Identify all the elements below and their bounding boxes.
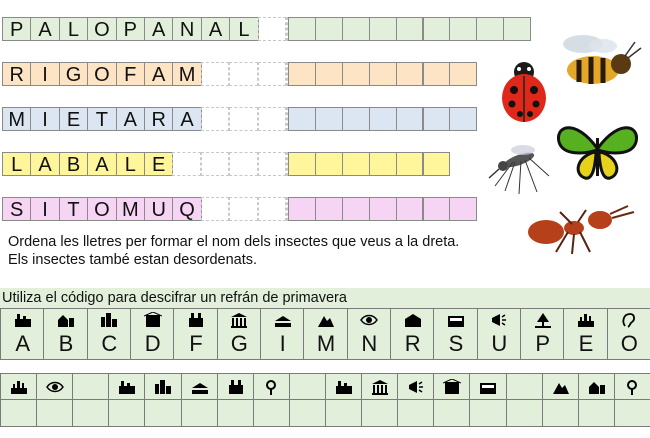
code-letter: U <box>491 331 508 356</box>
answer-cell[interactable] <box>315 197 343 221</box>
scrambled-letter: O <box>87 17 116 41</box>
cactus-icon <box>10 379 28 395</box>
butterfly-icon <box>555 118 640 183</box>
puzzle-answer-cell[interactable] <box>361 399 398 427</box>
puzzle-symbol-cell <box>181 373 218 400</box>
landscape-icon <box>191 379 209 395</box>
magnifier-icon <box>263 379 281 395</box>
dashed-cell <box>258 197 286 221</box>
scrambled-letter: U <box>144 197 173 221</box>
puzzle-answer-cell[interactable] <box>0 399 37 427</box>
eye-icon <box>46 379 64 395</box>
code-letter: P <box>535 331 550 356</box>
puzzle-symbol-cell <box>217 373 254 400</box>
answer-cell[interactable] <box>396 152 424 176</box>
answer-cell[interactable] <box>342 197 370 221</box>
scrambled-letter: F <box>116 62 145 86</box>
factory-icon <box>118 379 136 395</box>
answer-cell[interactable] <box>423 152 451 176</box>
puzzle-symbol-cell <box>361 373 398 400</box>
code-cell <box>130 308 174 360</box>
bee-icon <box>553 30 643 95</box>
dashed-cell <box>229 62 257 86</box>
puzzle-answer-cell[interactable] <box>506 399 543 427</box>
puzzle-symbol-cell <box>614 373 650 400</box>
code-cell <box>607 308 650 360</box>
puzzle-symbol-cell <box>325 373 362 400</box>
dashed-cell <box>201 152 229 176</box>
code-cell <box>433 308 477 360</box>
puzzle-answer-cell[interactable] <box>253 399 290 427</box>
answer-cell[interactable] <box>369 17 397 41</box>
answer-cell[interactable] <box>396 62 424 86</box>
scrambled-letter: A <box>201 17 230 41</box>
code-letter: D <box>144 331 161 356</box>
code-cell <box>347 308 391 360</box>
code-cell <box>0 308 44 360</box>
word-row <box>2 152 537 178</box>
temple-icon <box>230 312 248 328</box>
factory-icon <box>14 312 32 328</box>
answer-cell[interactable] <box>288 197 316 221</box>
puzzle-symbol-cell <box>433 373 470 400</box>
puzzle-answer-cell[interactable] <box>469 399 506 427</box>
code-letter: G <box>230 331 248 356</box>
city-icon <box>100 312 118 328</box>
scrambled-letter: M <box>116 197 145 221</box>
code-letter: S <box>448 331 464 356</box>
scrambled-letter: L <box>59 17 88 41</box>
scrambled-letter: P <box>116 17 145 41</box>
instruction-line-1: Ordena les lletres per formar el nom dels insectes que veus a la dreta. <box>8 234 460 250</box>
puzzle-symbol-cell <box>578 373 615 400</box>
answer-cell[interactable] <box>449 107 477 131</box>
scrambled-letter: I <box>30 62 59 86</box>
dashed-cell <box>201 62 229 86</box>
cactus-icon <box>577 312 595 328</box>
scrambled-letter: A <box>30 152 59 176</box>
megaphone-icon <box>490 312 508 328</box>
house-icon <box>404 312 422 328</box>
dashed-cell <box>258 17 286 41</box>
answer-cell[interactable] <box>423 107 451 131</box>
scrambled-letter: A <box>116 107 145 131</box>
answer-cell[interactable] <box>503 17 531 41</box>
mountain-icon <box>317 312 335 328</box>
dashed-cell <box>258 152 286 176</box>
instruction-line-2: Els insectes també estan desordenats. <box>8 252 258 268</box>
city-icon <box>154 379 172 395</box>
code-cell <box>477 308 521 360</box>
answer-cell[interactable] <box>342 62 370 86</box>
puzzle-space-cell <box>506 373 543 400</box>
puzzle-answer-cell[interactable] <box>217 399 254 427</box>
dashed-cell <box>172 152 200 176</box>
code-cell <box>390 308 434 360</box>
answer-cell[interactable] <box>396 197 424 221</box>
answer-cell[interactable] <box>288 17 316 41</box>
dashed-cell <box>201 197 229 221</box>
code-letter: O <box>620 331 638 356</box>
dashed-cell <box>258 62 286 86</box>
eye-icon <box>360 312 378 328</box>
puzzle-answer-cell[interactable] <box>578 399 615 427</box>
answer-cell[interactable] <box>449 17 477 41</box>
scrambled-letter: P <box>2 17 31 41</box>
code-letter: E <box>578 331 594 356</box>
puzzle-space-cell <box>289 373 326 400</box>
puzzle-symbol-cell <box>108 373 145 400</box>
answer-cell[interactable] <box>449 197 477 221</box>
puzzle-answer-cell[interactable] <box>542 399 579 427</box>
code-letter: A <box>15 331 30 356</box>
dashed-cell <box>201 107 229 131</box>
answer-cell[interactable] <box>288 152 316 176</box>
answer-cell[interactable] <box>315 152 343 176</box>
ear-icon <box>620 312 638 328</box>
dashed-cell <box>258 107 286 131</box>
megaphone-icon <box>407 379 425 395</box>
answer-cell[interactable] <box>315 17 343 41</box>
scrambled-letter: L <box>116 152 145 176</box>
answer-cell[interactable] <box>423 197 451 221</box>
scrambled-letter: T <box>87 107 116 131</box>
puzzle-symbol-cell <box>253 373 290 400</box>
landscape-icon <box>274 312 292 328</box>
answer-cell[interactable] <box>396 107 424 131</box>
puzzle-answer-cell[interactable] <box>289 399 326 427</box>
scrambled-letter: M <box>2 107 31 131</box>
scrambled-letter: E <box>144 152 173 176</box>
answer-cell[interactable] <box>369 152 397 176</box>
word-row <box>2 107 537 133</box>
answer-cell[interactable] <box>369 62 397 86</box>
code-title: Utiliza el código para descifrar un refrán de primavera <box>0 288 650 308</box>
word-row <box>2 17 537 43</box>
code-letter: N <box>361 331 378 356</box>
building-icon <box>144 312 162 328</box>
scrambled-letter: O <box>87 62 116 86</box>
puzzle-space-cell <box>72 373 109 400</box>
ladybug-icon <box>494 58 554 128</box>
scrambled-letter: G <box>59 62 88 86</box>
answer-cell[interactable] <box>449 62 477 86</box>
answer-cell[interactable] <box>423 62 451 86</box>
answer-cell[interactable] <box>342 17 370 41</box>
answer-cell[interactable] <box>342 107 370 131</box>
scrambled-letter: M <box>172 62 201 86</box>
code-cell <box>87 308 131 360</box>
puzzle-answer-cell[interactable] <box>181 399 218 427</box>
farmhouse-icon <box>57 312 75 328</box>
answer-cell[interactable] <box>369 197 397 221</box>
scrambled-letter: L <box>2 152 31 176</box>
puzzle-answer-cell[interactable] <box>144 399 181 427</box>
answer-cell[interactable] <box>369 107 397 131</box>
scrambled-letter: Q <box>172 197 201 221</box>
answer-cell[interactable] <box>396 17 424 41</box>
puzzle-symbol-cell <box>144 373 181 400</box>
ant-icon <box>516 202 641 257</box>
scrambled-letter: S <box>2 197 31 221</box>
code-cell <box>520 308 564 360</box>
scrambled-letter: T <box>59 197 88 221</box>
tree-icon <box>534 312 552 328</box>
puzzle-symbol-cell <box>36 373 73 400</box>
scrambled-letter: R <box>144 107 173 131</box>
code-letter: I <box>279 331 286 356</box>
farmhouse-icon <box>588 379 606 395</box>
code-cell <box>260 308 304 360</box>
mill-icon <box>227 379 245 395</box>
puzzle-answer-cell[interactable] <box>433 399 470 427</box>
temple-icon <box>371 379 389 395</box>
word-row <box>2 62 537 88</box>
scrambled-letter: I <box>30 107 59 131</box>
answer-cell[interactable] <box>288 62 316 86</box>
puzzle-symbol-cell <box>397 373 434 400</box>
answer-cell[interactable] <box>288 107 316 131</box>
code-cell <box>43 308 87 360</box>
scrambled-letter: A <box>30 17 59 41</box>
scrambled-letter: L <box>229 17 258 41</box>
code-cell <box>563 308 607 360</box>
mountain-icon <box>552 379 570 395</box>
puzzle-answer-cell[interactable] <box>325 399 362 427</box>
code-letter: R <box>404 331 421 356</box>
puzzle-answer-cell[interactable] <box>108 399 145 427</box>
answer-cell[interactable] <box>423 17 451 41</box>
puzzle-symbol-cell <box>542 373 579 400</box>
puzzle-answer-cell[interactable] <box>72 399 109 427</box>
puzzle-answer-cell[interactable] <box>397 399 434 427</box>
code-letter: B <box>58 331 74 356</box>
puzzle-answer-cell[interactable] <box>614 399 650 427</box>
code-cell <box>303 308 347 360</box>
scrambled-letter: E <box>59 107 88 131</box>
mill-icon <box>187 312 205 328</box>
code-letter: M <box>316 331 336 356</box>
dashed-cell <box>229 107 257 131</box>
mosquito-icon <box>485 136 555 196</box>
puzzle-answer-cell[interactable] <box>36 399 73 427</box>
scrambled-letter: R <box>2 62 31 86</box>
puzzle-symbol-cell <box>0 373 37 400</box>
factory-icon <box>335 379 353 395</box>
magnifier-icon <box>624 379 642 395</box>
scrambled-letter: A <box>144 17 173 41</box>
arena-icon <box>447 312 465 328</box>
scrambled-letter: I <box>30 197 59 221</box>
code-cell <box>173 308 217 360</box>
answer-cell[interactable] <box>315 107 343 131</box>
dashed-cell <box>229 152 257 176</box>
word-row <box>2 197 537 223</box>
answer-cell[interactable] <box>476 17 504 41</box>
scrambled-letter: A <box>172 107 201 131</box>
puzzle-symbol-cell <box>469 373 506 400</box>
answer-cell[interactable] <box>315 62 343 86</box>
scrambled-letter: B <box>59 152 88 176</box>
dashed-cell <box>229 197 257 221</box>
arena-icon <box>479 379 497 395</box>
answer-cell[interactable] <box>342 152 370 176</box>
building-icon <box>443 379 461 395</box>
code-letter: F <box>189 331 203 356</box>
scrambled-letter: O <box>87 197 116 221</box>
code-cell <box>217 308 261 360</box>
scrambled-letter: A <box>87 152 116 176</box>
scrambled-letter: N <box>172 17 201 41</box>
scrambled-letter: A <box>144 62 173 86</box>
code-letter: C <box>101 331 118 356</box>
